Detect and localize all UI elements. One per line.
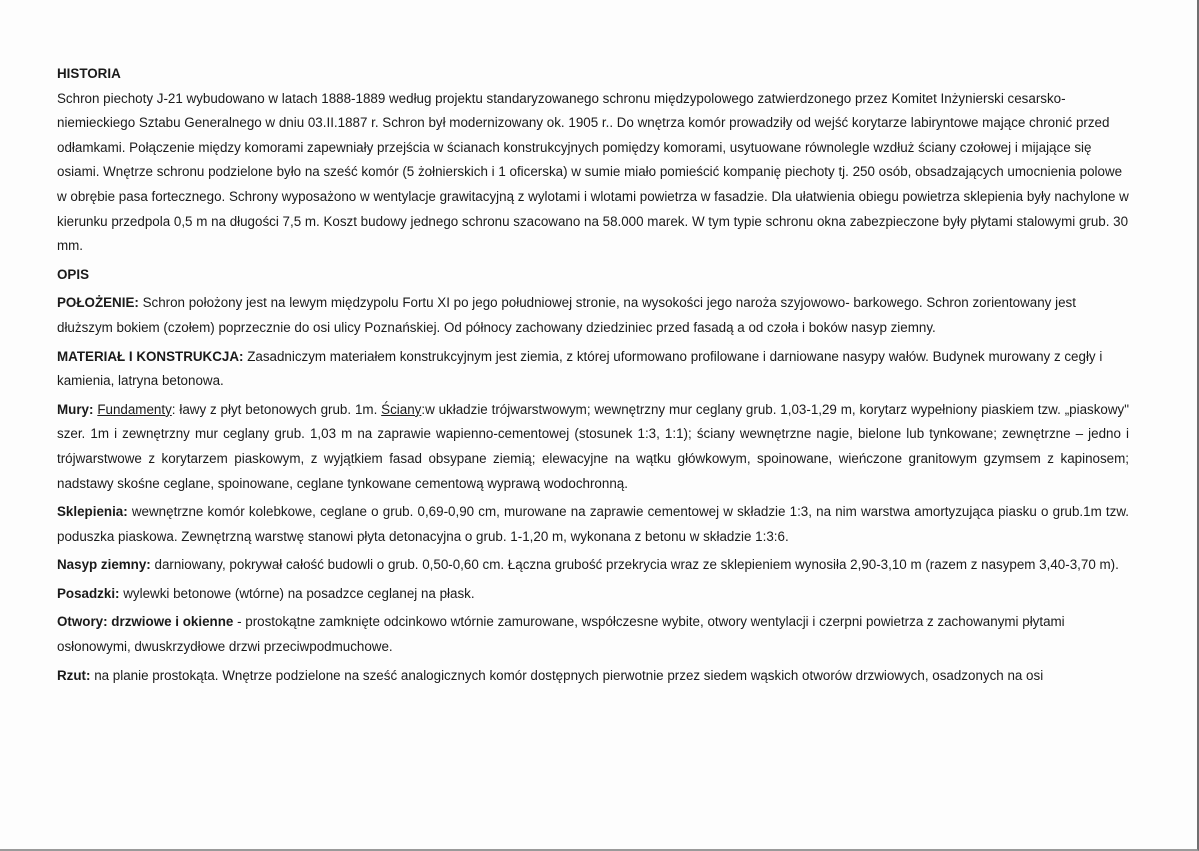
- document-body: [57, 62, 1129, 688]
- paragraph-material: [57, 345, 1129, 394]
- label-sklepienia: Sklepienia:: [57, 504, 128, 520]
- paragraph-historia: Schron piechoty J-21 wybudowano w latach 1888-1889 według projektu standaryzowanego schronu międzypolowego zatwierdzonego przez Komitet Inżynierski cesarsko-niemieckiego Sztabu Generalnego w dniu 03.II.1887 r. Schron był modernizowany ok. 1905 r.. Do wnętrza komór prowadziły od wejść korytarze labiryntowe mające chronić przed odłamkami. Połączenie między komorami zapewniały przejścia w ścianach konstrukcyjnych pomiędzy komorami, usytuowane równolegle wzdłuż ściany czołowej i mijające się osiami. Wnętrze schronu podzielone było na sześć komór (5 żołnierskich i 1 oficerska) w sumie miało pomieścić kompanię piechoty tj. 250 osób, obsadzających umocnienia polowe w obrębie pasa fortecznego. Schrony wyposażono w wentylacje grawitacyjną z wylotami i wlotami powietrza w fasadzie. Dla ułatwienia obiegu powietrza sklepienia były nachylone w kierunku przedpola 0,5 m na długości 7,5 m. Koszt budowy jednego schronu szacowano na 58.000 marek. W tym typie schronu okna zabezpieczone były płytami stalowymi grub. 30 mm.: [57, 90, 1129, 254]
- heading-opis: OPIS: [57, 266, 89, 282]
- label-otwory: Otwory: drzwiowe i okienne: [57, 614, 234, 630]
- text-sklepienia: wewnętrzne komór kolebkowe, ceglane o grub. 0,69-0,90 cm, murowane na zaprawie cementowej w składzie 1:3, na nim warstwa amortyzująca piasku o grub.1m tzw. poduszka piaskowa. Zewnętrzną warstwę stanowi płyta detonacyjna o grub. 1-1,20 m, wykonana z betonu w składzie 1:3:6.: [57, 504, 1129, 544]
- text-otwory: - prostokątne zamknięte odcinkowo wtórnie zamurowane, współczesne wybite, otwory wentylacji i czerpni powietrza z zachowanymi płytami osłonowymi, dwuskrzydłowe drzwi przeciwpodmuchowe.: [57, 614, 1065, 655]
- paragraph-mury: [57, 398, 1129, 496]
- text-polozenie: Schron położony jest na lewym międzypolu Fortu XI po jego południowej stronie, na wysokości jego naroża szyjowowo- barkowego. Schron zorientowany jest dłuższym bokiem (czołem) poprzecznie do osi ulicy Poznańskiej. Od północy zachowany dziedziniec przed fasadą a od czoła i boków nasyp ziemny.: [57, 295, 1076, 335]
- label-material: MATERIAŁ I KONSTRUKCJA:: [57, 348, 244, 364]
- paragraph-polozenie: [57, 291, 1129, 340]
- paragraph-posadzki: [57, 582, 1129, 607]
- label-mury: Mury:: [57, 401, 94, 417]
- text-posadzki: wylewki betonowe (wtórne) na posadzce ceglanej na płask.: [119, 585, 475, 601]
- label-polozenie: POŁOŻENIE:: [57, 295, 139, 311]
- text-rzut: na planie prostokąta. Wnętrze podzielone na sześć analogicznych komór dostępnych pierwotnie przez siedem wąskich otworów drzwiowych, osadzonych na osi: [90, 667, 1044, 683]
- text-nasyp: darniowany, pokrywał całość budowli o grub. 0,50-0,60 cm. Łączna grubość przekrycia wraz ze sklepieniem wynosiła 2,90-3,10 m (razem z nasypem 3,40-3,70 m).: [150, 557, 1119, 573]
- text-material: Zasadniczym materiałem konstrukcyjnym jest ziemia, z której uformowano profilowane i darniowane nasypy wałów. Budynek murowany z cegły i kamienia, latryna betonowa.: [57, 348, 1103, 389]
- paragraph-otwory: [57, 610, 1129, 659]
- paragraph-nasyp: [57, 553, 1129, 578]
- paragraph-rzut: [57, 664, 1129, 689]
- label-fundamenty: Fundamenty: [97, 401, 172, 417]
- label-rzut: Rzut:: [57, 667, 91, 683]
- paragraph-sklepienia: [57, 500, 1129, 549]
- text-fundamenty: : ławy z płyt betonowych grub. 1m.: [171, 401, 382, 417]
- text-sciany: :w układzie trójwarstwowym; wewnętrzny mur ceglany grub. 1,03-1,29 m, korytarz wypełniony piaskiem tzw. „piaskowy" szer. 1m i zewnętrzny mur ceglany grub. 1,03 m na zaprawie wapienno-cementowej (stosunek 1:3, 1:1); ściany wewnętrzne nagie, bielone lub tynkowane; zewnętrzne – jedno i trójwarstwowe z korytarzem piaskowym, z wyjątkiem fasad obsypane ziemią; elewacyjne na wątku główkowym, spoinowane, wieńczone granitowym gzymsem z kapinosem; nadstawy skośne ceglane, spoinowane, ceglane tynkowane cementową wyprawą wodochronną.: [57, 401, 1129, 491]
- label-posadzki: Posadzki:: [57, 585, 120, 601]
- label-sciany: Ściany: [381, 401, 422, 417]
- label-nasyp: Nasyp ziemny:: [57, 557, 151, 573]
- heading-historia: HISTORIA: [57, 66, 121, 81]
